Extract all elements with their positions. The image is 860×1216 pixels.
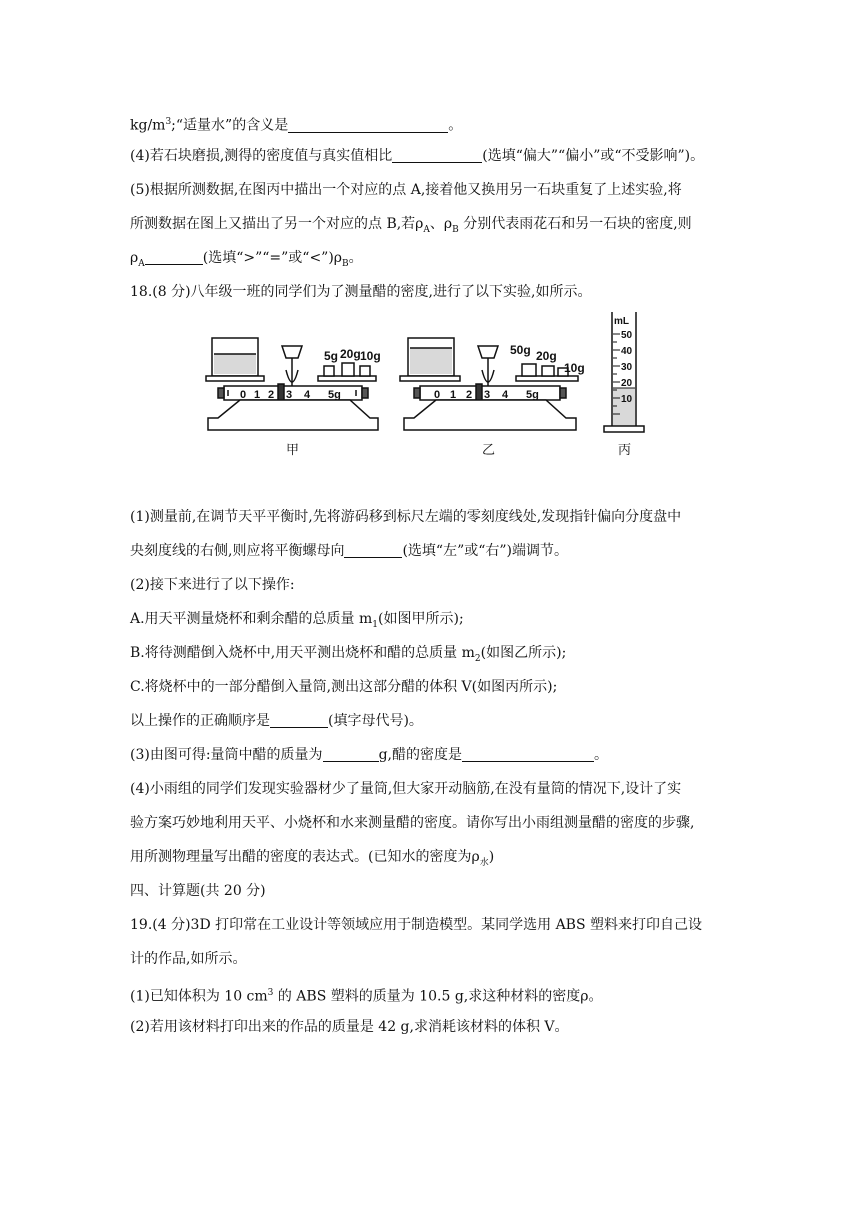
section-heading: 四、计算题(共 20 分) xyxy=(130,883,266,899)
weight-label: 5g xyxy=(324,349,339,363)
scale-label: 0 xyxy=(240,389,247,401)
scale-label: 1 xyxy=(450,389,457,401)
scale-label: 2 xyxy=(466,389,473,401)
q19-part1: (1)已知体积为 10 $cm^3$ 的 ABS 塑料的质量为 10.5 g,求这种材料的密度ρ。 xyxy=(130,988,603,1005)
balance-figure xyxy=(200,308,670,467)
cylinder-mark: 50 xyxy=(621,330,633,341)
q17-density-unit-line: $kg/m^3;“$适量水”的含义是 。 xyxy=(130,117,463,134)
q18-part1-line2: 央刻度线的右侧,则应将平衡螺母向 (选填“左”或“右”)端调节。 xyxy=(130,543,569,559)
q18-part4-line2: 验方案巧妙地利用天平、小烧杯和水来测量醋的密度。请你写出小雨组测量醋的密度的步骤, xyxy=(130,815,695,831)
weight-label: 20g xyxy=(536,349,557,363)
cylinder-mark: 20 xyxy=(621,378,633,389)
scale-label: 3 xyxy=(286,389,293,401)
weight-label: 10g xyxy=(564,361,585,375)
cylinder-unit: mL xyxy=(614,316,629,327)
q19-part2: (2)若用该材料打印出来的作品的质量是 42 g,求消耗该材料的体积 V。 xyxy=(130,1019,569,1035)
weight-label: 10g xyxy=(360,349,381,363)
scale-label: 1 xyxy=(254,389,261,401)
answer-blank[interactable] xyxy=(462,747,594,762)
q18-order: 以上操作的正确顺序是 (填字母代号)。 xyxy=(130,713,423,729)
answer-blank[interactable] xyxy=(344,543,402,558)
cylinder-mark: 10 xyxy=(621,394,633,405)
answer-blank[interactable] xyxy=(145,250,203,265)
figure-caption-bing: 丙 xyxy=(618,442,632,457)
answer-blank[interactable] xyxy=(392,148,482,163)
answer-blank[interactable] xyxy=(323,747,379,762)
q18-stem: 18.(8 分)八年级一班的同学们为了测量醋的密度,进行了以下实验,如所示。 xyxy=(130,284,592,300)
weight-label: 50g xyxy=(510,343,531,357)
figure-caption-jia: 甲 xyxy=(286,442,300,457)
answer-blank[interactable] xyxy=(270,713,328,728)
q18-part3: (3)由图可得:量筒中醋的质量为 g,醋的密度是 。 xyxy=(130,747,608,763)
q17-part4: (4)若石块磨损,测得的密度值与真实值相比 (选填“偏大”“偏小”或“不受影响”)。 xyxy=(130,148,705,164)
q17-part5-line1: (5)根据所测数据,在图丙中描出一个对应的点 A,接着他又换用另一石块重复了上述实验,将 xyxy=(130,182,682,198)
weight-label: 20g xyxy=(340,347,361,361)
q18-part2: (2)接下来进行了以下操作: xyxy=(130,577,295,593)
scale-label: 2 xyxy=(268,389,275,401)
answer-blank[interactable] xyxy=(288,118,448,133)
q18-part4-line3: 用所测物理量写出醋的密度的表达式。(已知水的密度为$\rho_水$) xyxy=(130,849,495,868)
q17-part5-line2: 所测数据在图上又描出了另一个对应的点 B,若$\rho_A$、$\rho_B$ 分别代表雨花石和另一石块的密度,则 xyxy=(130,216,692,235)
scale-label: 3 xyxy=(484,389,491,401)
q17-part5-line3: $\rho_A$ (选填“>”“=”或“$<”)\rho_B$。 xyxy=(130,250,363,269)
figure-caption-yi: 乙 xyxy=(482,442,496,457)
scale-label: 5g xyxy=(328,389,341,401)
scale-label: 4 xyxy=(502,389,509,401)
scale-label: 4 xyxy=(304,389,311,401)
q19-stem-line1: 19.(4 分)3D 打印常在工业设计等领域应用于制造模型。某同学选用 ABS 塑料来打印自己设 xyxy=(130,917,703,933)
q18-operation-a: A.用天平测量烧杯和剩余醋的总质量 $m_1$(如图甲所示); xyxy=(130,611,464,630)
scale-label: 0 xyxy=(434,389,441,401)
q18-operation-b: B.将待测醋倒入烧杯中,用天平测出烧杯和醋的总质量 $m_2$(如图乙所示); xyxy=(130,645,567,664)
q19-stem-line2: 计的作品,如所示。 xyxy=(130,951,247,967)
cylinder-mark: 30 xyxy=(621,362,633,373)
scale-label: 5g xyxy=(526,389,539,401)
q18-part4-line1: (4)小雨组的同学们发现实验器材少了量筒,但大家开动脑筋,在没有量筒的情况下,设计了实 xyxy=(130,781,682,797)
q18-operation-c: C.将烧杯中的一部分醋倒入量筒,测出这部分醋的体积 V(如图丙所示); xyxy=(130,679,558,695)
q18-part1-line1: (1)测量前,在调节天平平衡时,先将游码移到标尺左端的零刻度线处,发现指针偏向分度盘中 xyxy=(130,509,682,525)
cylinder-mark: 40 xyxy=(621,346,633,357)
